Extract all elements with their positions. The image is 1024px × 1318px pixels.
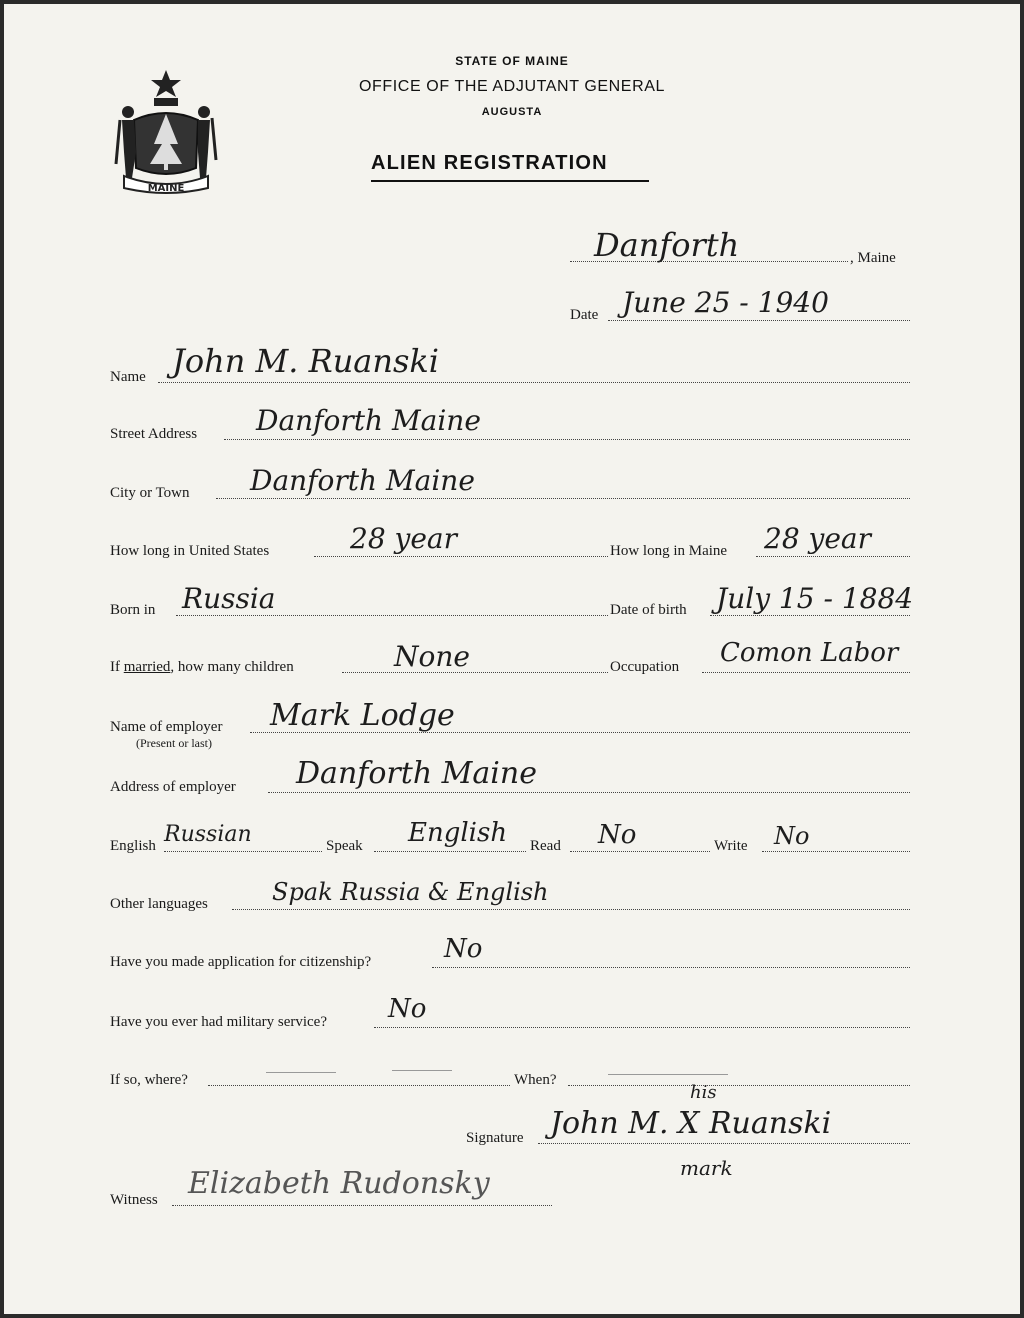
- street-address-label: Street Address: [110, 426, 198, 442]
- employer-address-value: Danforth Maine: [296, 756, 537, 791]
- english-label: English: [110, 838, 156, 854]
- years-maine-value: 28 year: [764, 522, 871, 555]
- occupation-value: Comon Labor: [720, 638, 899, 668]
- other-languages-label: Other languages: [110, 896, 208, 912]
- city-value: Danforth Maine: [250, 464, 475, 497]
- where-dash: [266, 1072, 336, 1073]
- years-us-value: 28 year: [350, 522, 457, 555]
- english-value: Russian: [164, 822, 252, 847]
- registration-form: [4, 4, 1020, 1314]
- name-label: Name: [110, 369, 146, 385]
- signature-value: John M. X Ruanski: [550, 1106, 832, 1141]
- born-in-value: Russia: [182, 582, 276, 615]
- seal-banner-text: MAINE: [147, 183, 185, 194]
- witness-value: Elizabeth Rudonsky: [188, 1166, 490, 1201]
- occupation-label: Occupation: [610, 659, 680, 675]
- employer-value: Mark Lodge: [270, 698, 455, 733]
- write-label: Write: [714, 838, 748, 854]
- military-value: No: [388, 994, 427, 1024]
- date-of-birth-label: Date of birth: [610, 602, 687, 618]
- when-label: When?: [514, 1072, 557, 1088]
- speak-label: Speak: [326, 838, 363, 854]
- city-header: AUGUSTA: [481, 106, 543, 118]
- children-label: If married, how many children: [110, 659, 294, 675]
- town-suffix-label: , Maine: [850, 250, 896, 266]
- witness-label: Witness: [110, 1192, 158, 1208]
- citizenship-value: No: [444, 934, 483, 964]
- city-label: City or Town: [110, 485, 190, 501]
- name-value: John M. Ruanski: [172, 342, 440, 380]
- military-label: Have you ever had military service?: [110, 1014, 327, 1030]
- title-underline: [371, 180, 649, 182]
- other-languages-value: Spak Russia & English: [272, 878, 549, 906]
- state-header: STATE OF MAINE: [455, 54, 569, 68]
- born-in-label: Born in: [110, 602, 156, 618]
- signature-his-annotation: his: [690, 1082, 717, 1103]
- citizenship-label: Have you made application for citizenship?: [110, 954, 372, 970]
- employer-address-label: Address of employer: [110, 779, 236, 795]
- town-value: Danforth: [594, 226, 740, 264]
- when-dash: [608, 1074, 728, 1075]
- children-value: None: [394, 640, 470, 673]
- years-maine-label: How long in Maine: [610, 543, 728, 559]
- date-value: June 25 - 1940: [622, 286, 829, 319]
- employer-label: Name of employer: [110, 719, 223, 735]
- page-title: ALIEN REGISTRATION: [371, 152, 608, 174]
- read-value: No: [598, 820, 637, 850]
- signature-mark-annotation: mark: [680, 1156, 733, 1180]
- date-of-birth-value: July 15 - 1884: [716, 582, 914, 615]
- signature-label: Signature: [466, 1130, 524, 1146]
- speak-value: English: [408, 818, 508, 848]
- office-header: OFFICE OF THE ADJUTANT GENERAL: [358, 78, 666, 95]
- where-label: If so, where?: [110, 1072, 188, 1088]
- read-label: Read: [530, 838, 561, 854]
- where-dash-2: [392, 1070, 452, 1071]
- employer-sub-label: (Present or last): [136, 736, 212, 750]
- years-us-label: How long in United States: [110, 543, 270, 559]
- date-label: Date: [570, 307, 599, 323]
- write-value: No: [774, 822, 810, 850]
- street-address-value: Danforth Maine: [256, 404, 481, 437]
